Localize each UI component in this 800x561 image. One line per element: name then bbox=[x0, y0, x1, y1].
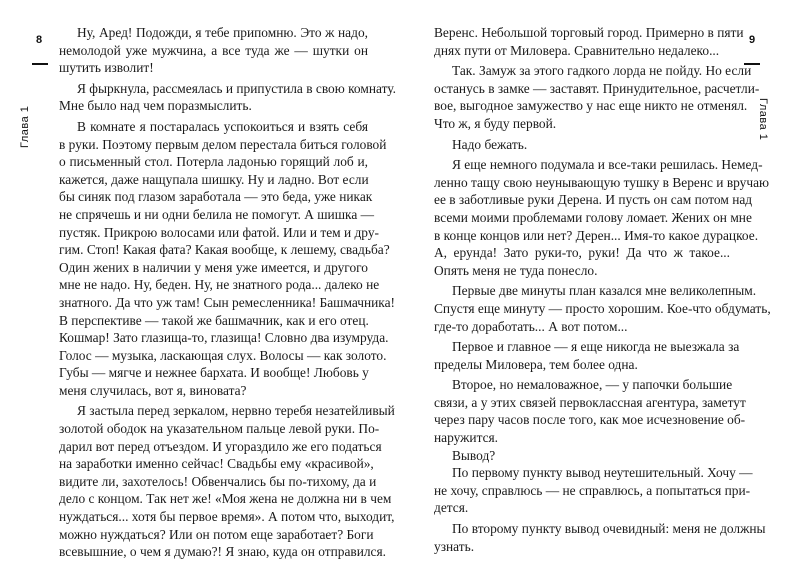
text-line: Один жених в наличии у меня уже имеется, и другого bbox=[59, 259, 368, 275]
text-line: Первые две минуты план казался мне великолепным. bbox=[452, 283, 757, 299]
text-line: не спрячешь и ни одни белила не помогут. А шишка — bbox=[59, 206, 375, 222]
right-page bbox=[400, 0, 800, 554]
body-text bbox=[59, 24, 396, 561]
text-line: кажется, даже нащупала шишку. Ну и ладно. Вот если bbox=[59, 171, 369, 187]
text-line: ленно тащу свою неунывающую тушку в Веренс и вручаю bbox=[434, 174, 770, 190]
text-line: не хочу, справлюсь — не справлюсь, а попытаться при- bbox=[434, 482, 751, 498]
text-line: По второму пункту вывод очевидный: меня не должны bbox=[452, 521, 766, 537]
text-line: днях пути от Миловера. Сравнительно недалеко... bbox=[434, 42, 720, 58]
text-line: дело с концом. Так нет же! «Моя жена не должна ни в чем bbox=[59, 491, 392, 507]
text-line: можно нуждаться? Или он потом еще заработает? Боги bbox=[59, 526, 374, 542]
text-line: Голос — музыка, ласкающая слух. Волосы — как золото. bbox=[59, 347, 387, 363]
text-line: шутить изволит! bbox=[59, 60, 154, 76]
running-head: Глава 1 bbox=[19, 105, 31, 148]
text-line: Мне было над чем поразмыслить. bbox=[59, 98, 252, 114]
page-number: 8 bbox=[36, 34, 43, 46]
running-head: Глава 1 bbox=[757, 98, 769, 141]
left-page bbox=[0, 0, 400, 560]
text-line: Вывод? bbox=[452, 447, 496, 463]
text-line: немолодой уже мужчина, а все туда же — шутки он bbox=[59, 42, 368, 58]
text-line: Я фыркнула, рассмеялась и припустила в свою комнату. bbox=[77, 80, 396, 96]
text-line: наружится. bbox=[434, 430, 499, 446]
text-line: меня случилась, вот я, виновата? bbox=[59, 382, 247, 398]
text-line: Ну, Аред! Подожди, я тебе припомню. Это ж надо, bbox=[77, 25, 368, 40]
text-line: Я застыла перед зеркалом, нервно теребя незатейливый bbox=[77, 403, 395, 419]
text-line: По первому пункту вывод неутешительный. Хочу — bbox=[452, 465, 753, 481]
text-line: в руки. Поэтому первым делом перестала биться головой bbox=[59, 136, 387, 152]
text-line: дарил вот перед отъездом. И угораздило же его податься bbox=[59, 438, 382, 454]
text-line: вое, выгодное замужество у нас еще никто не отменял. bbox=[434, 98, 748, 114]
text-line: В перспективе — такой же башмачник, как и его отец. bbox=[59, 312, 369, 328]
text-line: Губы — мягче и нежнее бархата. И вообще! Любовь у bbox=[59, 365, 369, 381]
text-line: Спустя еще минуту — просто хорошим. Кое-что обдумать, bbox=[434, 300, 771, 316]
text-line: мне не надо. Ну, беден. Ну, не знатного рода... далеко не bbox=[59, 277, 380, 293]
text-line: пределы Миловера, тем более одна. bbox=[434, 356, 638, 372]
text-line: через пару часов после того, как мое исчезновение об- bbox=[434, 412, 746, 428]
text-line: А, ерунда! Зато руки-то, руки! Да что ж такое... bbox=[434, 245, 730, 261]
text-line: видите ли, захотелось! Обвенчались бы по-тихому, да и bbox=[59, 473, 377, 489]
text-line: Кошмар! Зато глазища-то, глазища! Словно два изумруда. bbox=[59, 330, 389, 346]
text-line: Что ж, я буду первой. bbox=[434, 115, 557, 131]
page-number: 9 bbox=[749, 34, 756, 46]
text-line: знатного. Да что уж там! Сын ремесленника! Башмачника! bbox=[59, 294, 396, 310]
text-line: Я еще немного подумала и все-таки решилась. Немед- bbox=[452, 157, 763, 173]
text-line: останусь в замке — заставят. Принудительное, расчетли- bbox=[434, 80, 760, 96]
text-line: Веренс. Небольшой торговый город. Примерно в пяти bbox=[434, 25, 744, 40]
text-line: бы синяк под глазом заработала — это беда, уже никак bbox=[59, 189, 373, 205]
text-line: нуждаться... хотя бы первое время». А потом что, выходит, bbox=[59, 509, 395, 525]
text-line: о письменный стол. Потерла ладонью горящий лоб и, bbox=[59, 154, 368, 170]
text-line: в конце концов или нет? Дерен... Имя-то какое дурацкое. bbox=[434, 227, 759, 243]
text-line: узнать. bbox=[434, 538, 475, 554]
text-line: дется. bbox=[434, 500, 469, 516]
text-line: на заработки именно сейчас! Свадьбы ему «красивой», bbox=[59, 456, 374, 472]
text-line: Первое и главное — я еще никогда не выезжала за bbox=[452, 339, 740, 355]
text-line: Так. Замуж за этого гадкого лорда не пойду. Но если bbox=[452, 63, 752, 79]
text-line: всевышние, о чем я думаю?! Я знаю, куда он отправился. bbox=[59, 544, 387, 560]
text-line: пустяк. Прикрою волосами или фатой. Или и тем и дру- bbox=[59, 224, 379, 240]
text-line: Надо бежать. bbox=[452, 136, 528, 152]
text-line: всеми моими проблемами голову ломает. Жених он мне bbox=[434, 209, 752, 225]
text-line: гим. Стоп! Какая фата? Какая вообще, к лешему, свадьба? bbox=[59, 242, 390, 258]
text-line: золотой ободок на указательном пальце левой руки. По- bbox=[59, 421, 380, 437]
text-line: Второе, но немаловажное, — у папочки большие bbox=[452, 377, 733, 393]
text-line: ее в заботливые руки Дерена. И пусть он сам потом над bbox=[434, 192, 753, 208]
text-line: связи, а у этих связей первоклассная агентура, заметут bbox=[434, 394, 746, 410]
text-line: Опять меня не туда понесло. bbox=[434, 262, 598, 278]
folio-rule bbox=[32, 63, 48, 65]
text-line: где-то доработать... А вот потом... bbox=[434, 318, 628, 334]
text-line: В комнате я постаралась успокоиться и взять себя bbox=[77, 118, 368, 134]
